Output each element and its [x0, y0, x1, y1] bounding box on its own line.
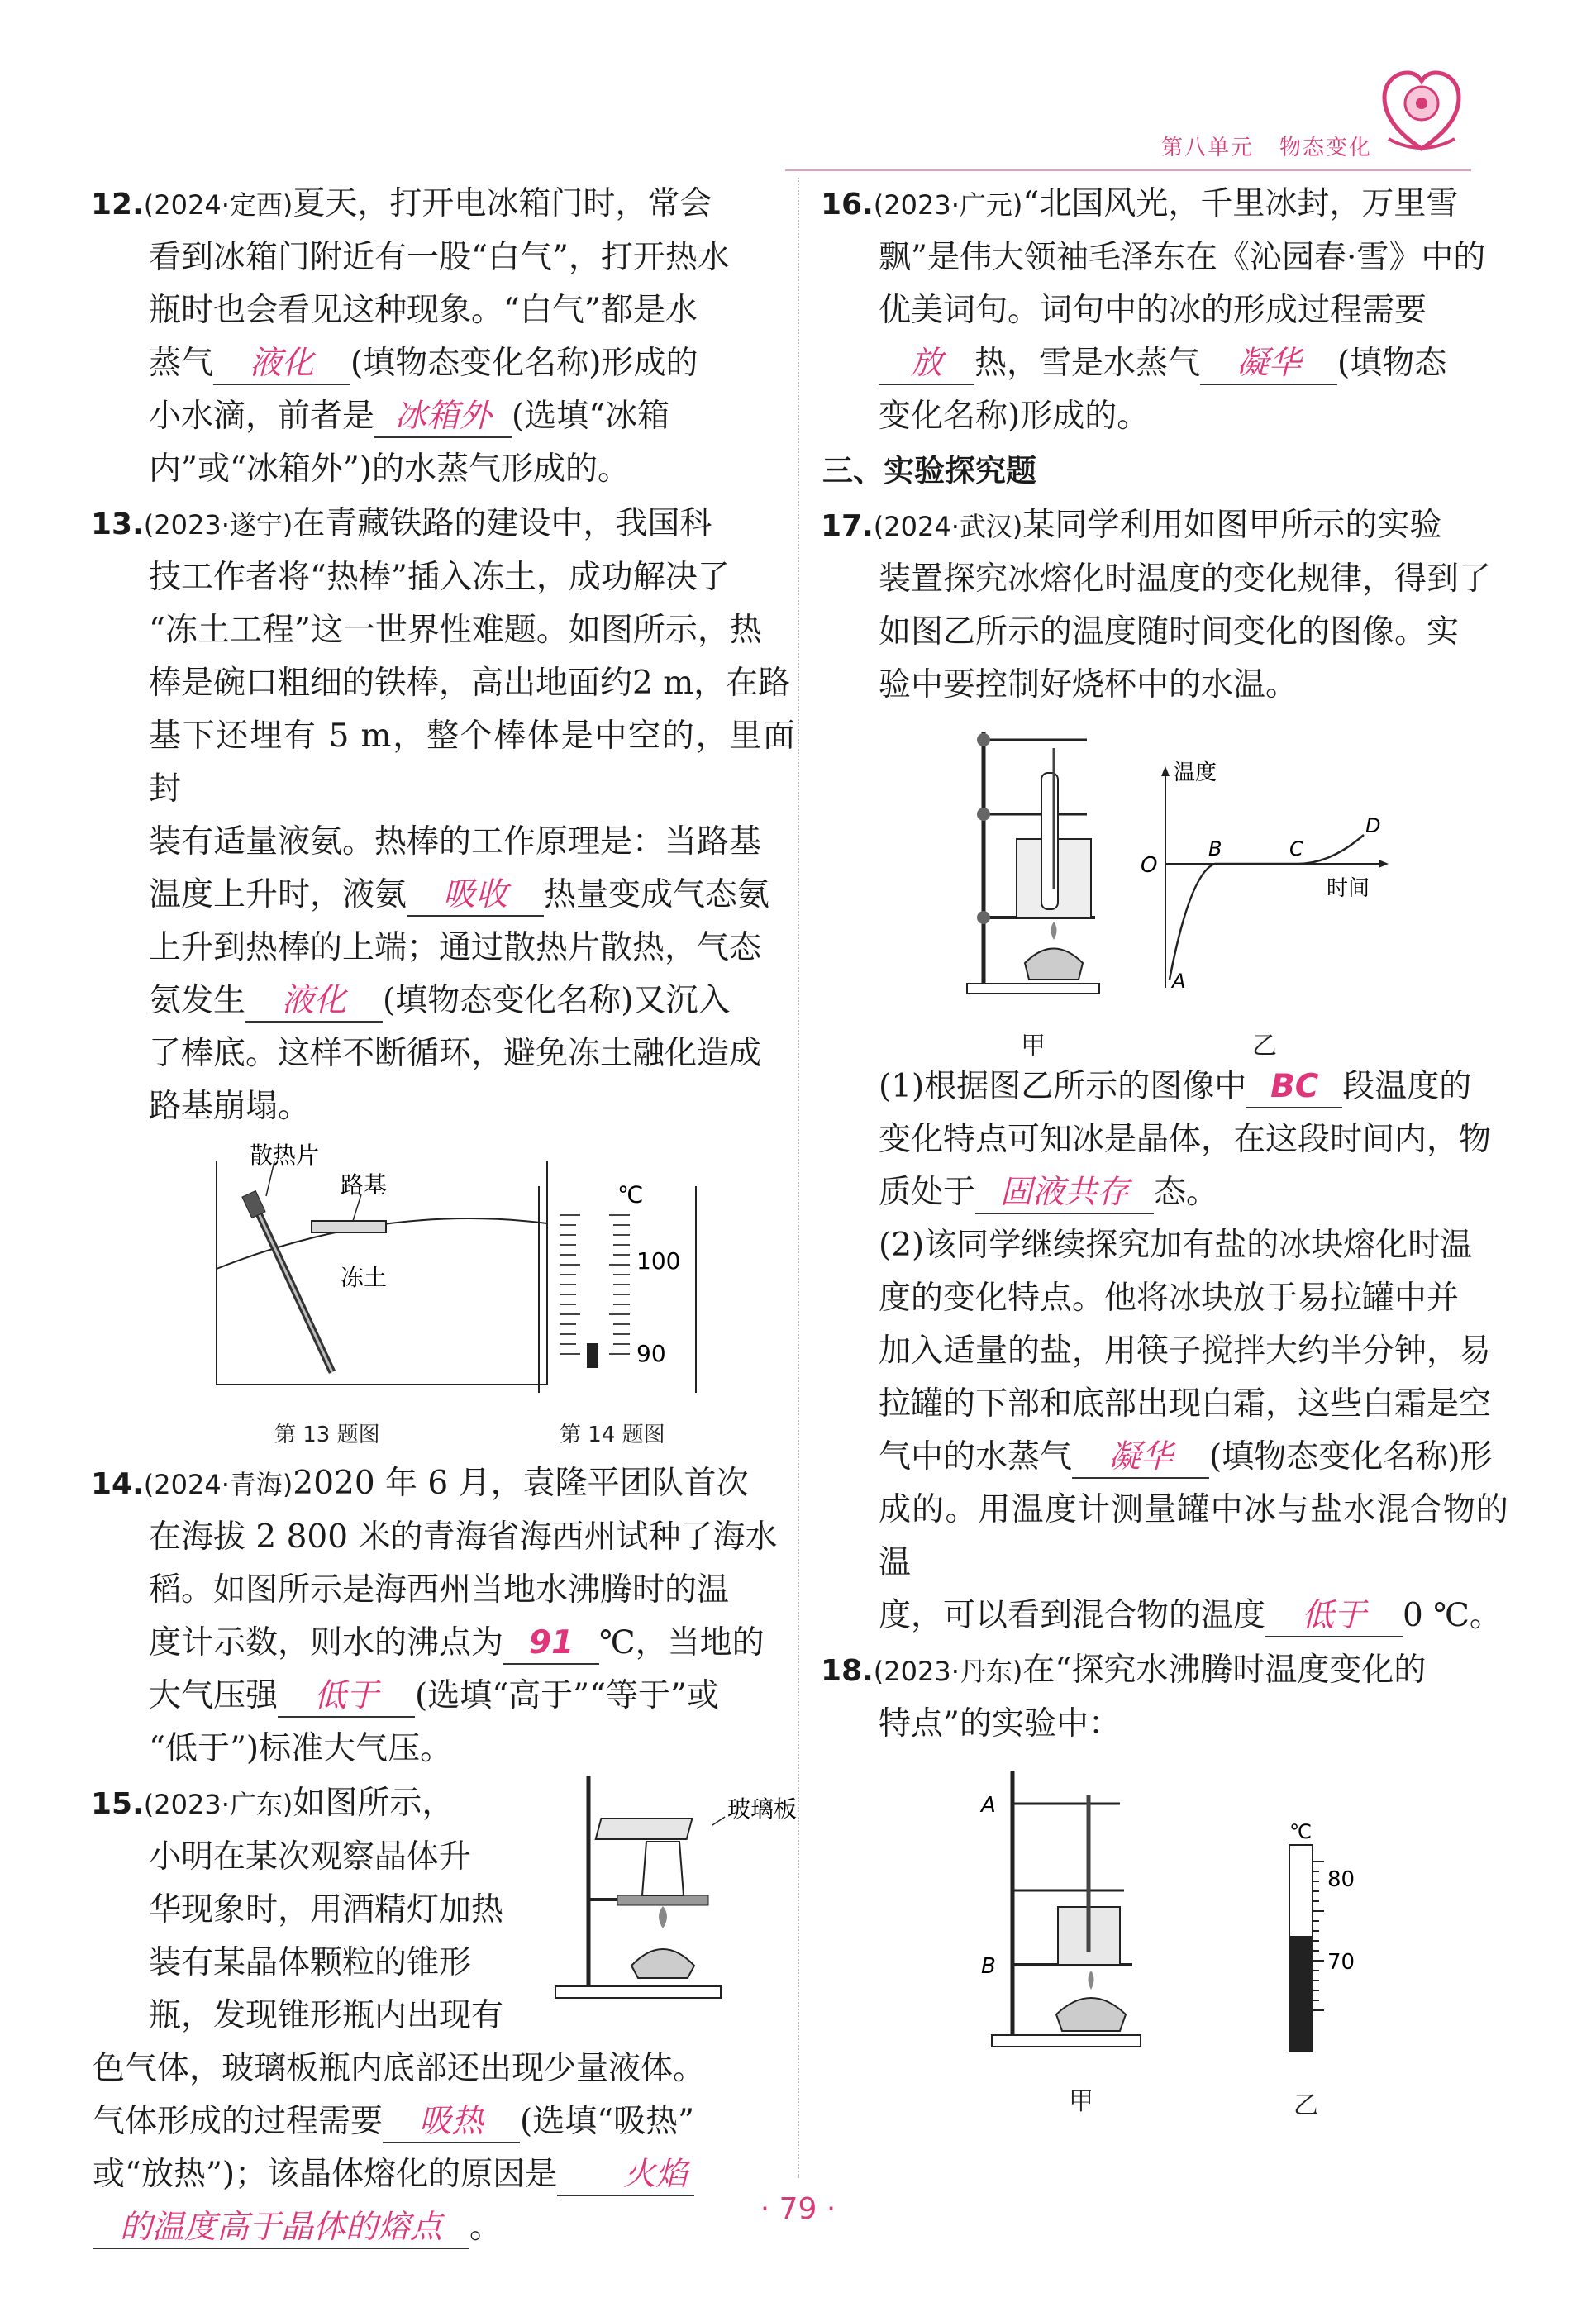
sublimation-apparatus-diagram — [539, 1767, 798, 2015]
text-line: 拉罐的下部和底部出现白霜，这些白霜是空 — [879, 1385, 1492, 1423]
thermo-unit: ℃ — [617, 1181, 644, 1208]
figure-13-caption: 第 13 题图 — [274, 1423, 380, 1447]
graph-y-label: 温度 — [1174, 760, 1217, 785]
header-rule — [785, 169, 1471, 171]
text-line: 2020 年 6 月，袁隆平团队首次 — [293, 1465, 749, 1502]
text-line: 稻。如图所示是海西州当地水沸腾时的温 — [149, 1571, 730, 1609]
text-line: 装有某晶体颗粒的锥形 — [149, 1944, 472, 1981]
text-line: 在青藏铁路的建设中，我国科 — [293, 505, 712, 542]
text-line: (填物态 — [1337, 345, 1447, 382]
answer-blank: 低于 — [1265, 1596, 1403, 1637]
column-divider — [798, 178, 799, 2178]
graph-x-label: 时间 — [1327, 876, 1370, 901]
text-line: 上升到热棒的上端；通过散热片散热，气态 — [149, 929, 762, 966]
text-line: 夏天，打开电冰箱门时，常会 — [293, 185, 712, 222]
text-line: 验中要控制好烧杯中的水温。 — [879, 666, 1298, 703]
thermo-18-tick-80: 80 — [1327, 1867, 1355, 1892]
answer-blank: 火焰 — [557, 2155, 694, 2196]
question-source: (2023·广元) — [873, 189, 1023, 221]
text-line: 在“探究水沸腾时温度变化的 — [1022, 1652, 1427, 1689]
apparatus-point-a: A — [981, 1793, 996, 1818]
question-number: 13. — [91, 508, 144, 541]
answer-blank: 液化 — [245, 981, 383, 1023]
text-line: 华现象时，用酒精灯加热 — [149, 1891, 504, 1928]
header-unit: 第八单元 — [1161, 136, 1255, 160]
text-line: 大气压强 — [149, 1677, 279, 1714]
text-line: 色气体，玻璃板瓶内底部还出现少量液体。 — [93, 2050, 706, 2087]
figure-14-caption: 第 14 题图 — [560, 1423, 665, 1447]
text-line: 度，可以看到混合物的温度 — [879, 1597, 1266, 1634]
thermo-tick-100: 100 — [636, 1247, 681, 1275]
question-source: (2024·定西) — [143, 189, 293, 221]
text-line: 优美词句。词句中的冰的形成过程需要 — [879, 292, 1427, 329]
thermo-tick-90: 90 — [636, 1340, 666, 1367]
header-unit-title — [1161, 131, 1372, 161]
figure-18 — [822, 1762, 1508, 2120]
text-line: 如图乙所示的温度随时间变化的图像。实 — [879, 613, 1460, 651]
text-line: 如图所示， — [293, 1785, 455, 1822]
label-road: 路基 — [341, 1171, 388, 1199]
text-line: 蒸气 — [149, 345, 214, 382]
text-line: 态。 — [1154, 1174, 1219, 1211]
text-line: 度计示数，则水的沸点为 — [149, 1624, 504, 1661]
thermo-18-unit: ℃ — [1289, 1820, 1312, 1843]
question-16 — [822, 178, 1508, 443]
question-12 — [93, 178, 795, 496]
text-line: (选填“高于”“等于”或 — [415, 1677, 719, 1714]
figures-13-14 — [93, 1142, 795, 1451]
text-line: 小水滴，前者是 — [149, 398, 375, 435]
answer-blank: 凝华 — [1200, 344, 1337, 385]
text-line: 了棒底。这样不断循环，避免冻土融化造成 — [149, 1035, 762, 1072]
answer-blank: 凝华 — [1072, 1437, 1209, 1479]
text-line: 段温度的 — [1342, 1068, 1472, 1105]
label-soil: 冻土 — [341, 1264, 388, 1291]
text-line: 装置探究冰熔化时温度的变化规律，得到了 — [879, 560, 1492, 598]
text-line: 某同学利用如图甲所示的实验 — [1022, 507, 1442, 544]
text-line: 在海拔 2 800 米的青海省海西州试种了海水 — [149, 1518, 778, 1556]
text-line: 或“放热”)；该晶体熔化的原因是 — [93, 2156, 558, 2193]
text-line: 小明在某次观察晶体升 — [149, 1838, 472, 1876]
header-topic: 物态变化 — [1279, 136, 1372, 160]
question-source: (2024·青海) — [143, 1469, 293, 1500]
question-17 — [822, 499, 1508, 1642]
thermometer-diagram — [531, 1181, 712, 1401]
page-header — [785, 66, 1471, 174]
answer-blank: 冰箱外 — [374, 397, 512, 438]
text-line: 0 ℃。 — [1403, 1597, 1502, 1634]
text-line: 棒是碗口粗细的铁棒，高出地面约2 m，在路 — [149, 665, 791, 702]
text-line: (选填“冰箱 — [512, 398, 670, 435]
question-18 — [821, 1644, 1508, 2120]
text-line: 质处于 — [879, 1174, 976, 1211]
answer-blank: 吸热 — [383, 2102, 520, 2143]
text-line: 看到冰箱门附近有一股“白气”，打开热水 — [149, 239, 730, 276]
figure-18-jia-label: 甲 — [1069, 2087, 1093, 2116]
answer-blank: BC — [1246, 1067, 1342, 1108]
graph-point-d: D — [1365, 814, 1381, 837]
question-number: 18. — [821, 1654, 874, 1688]
question-number: 16. — [821, 188, 874, 222]
question-number: 14. — [91, 1467, 144, 1501]
text-line: 瓶，发现锥形瓶内出现有 — [149, 1997, 504, 2034]
figure-yi-label: 乙 — [1252, 1032, 1277, 1061]
label-fin: 散热片 — [250, 1142, 320, 1169]
text-line: “北国风光，千里冰封，万里雪 — [1022, 185, 1459, 222]
temperature-time-graph — [1132, 756, 1405, 1004]
graph-point-c: C — [1289, 837, 1303, 860]
figure-jia-label: 甲 — [1021, 1032, 1046, 1061]
ice-melting-apparatus-diagram — [950, 723, 1132, 1021]
figure-18-yi-label: 乙 — [1293, 2091, 1318, 2120]
answer-blank: 低于 — [278, 1676, 415, 1718]
text-line: 装有适量液氨。热棒的工作原理是：当路基 — [149, 823, 762, 860]
text-line: 气中的水蒸气 — [879, 1438, 1073, 1475]
text-line: (选填“吸热” — [520, 2103, 695, 2140]
page-number: · 79 · — [760, 2192, 836, 2226]
text-line: 热量变成气态氨 — [544, 876, 770, 913]
text-line: 气体形成的过程需要 — [93, 2103, 384, 2140]
text-line: (填物态变化名称)形成的 — [350, 345, 698, 382]
text-line: 度的变化特点。他将冰块放于易拉罐中并 — [879, 1280, 1460, 1317]
text-line: (2)该同学继续探究加有盐的冰块熔化时温 — [879, 1227, 1473, 1264]
question-source: (2023·广东) — [143, 1789, 293, 1820]
text-line: 路基崩塌。 — [149, 1088, 311, 1125]
section-heading: 三、实验探究题 — [822, 453, 1036, 489]
text-line: 成的。用温度计测量罐中冰与盐水混合物的温 — [879, 1491, 1508, 1581]
text-line: ℃，当地的 — [599, 1624, 765, 1661]
graph-point-b: B — [1208, 837, 1222, 860]
answer-blank: 放 — [879, 344, 974, 385]
answer-blank: 液化 — [213, 344, 350, 385]
thermo-18-tick-70: 70 — [1327, 1950, 1355, 1975]
figure-17 — [822, 723, 1508, 1061]
text-line: 内”或“冰箱外”)的水蒸气形成的。 — [149, 450, 631, 488]
text-line: 温度上升时，液氨 — [149, 876, 407, 913]
brand-heart-logo-icon — [1380, 66, 1463, 157]
text-line: 加入适量的盐，用筷子搅拌大约半分钟，易 — [879, 1332, 1492, 1370]
text-line: 基下还埋有 5 m，整个棒体是中空的，里面封 — [149, 717, 795, 808]
text-line: 热，雪是水蒸气 — [974, 345, 1201, 382]
text-line: (填物态变化名称)又沉入 — [383, 982, 731, 1019]
text-line: 特点”的实验中： — [879, 1705, 1121, 1742]
text-line: 变化特点可知冰是晶体，在这段时间内，物 — [879, 1121, 1492, 1158]
boiling-apparatus-diagram — [979, 1762, 1194, 2076]
text-line: 技工作者将“热棒”插入冻土，成功解决了 — [149, 559, 730, 596]
label-glass-plate: 玻璃板 — [727, 1795, 798, 1823]
question-source: (2024·武汉) — [873, 511, 1023, 542]
answer-blank-continued: 的温度高于晶体的熔点 — [93, 2208, 469, 2249]
question-number: 17. — [821, 509, 874, 543]
text-line: “冻土工程”这一世界性难题。如图所示，热 — [149, 612, 762, 649]
question-source: (2023·遂宁) — [143, 509, 293, 541]
graph-point-a: A — [1172, 970, 1186, 993]
answer-blank: 固液共存 — [975, 1173, 1154, 1214]
text-line: (填物态变化名称)形 — [1209, 1438, 1493, 1475]
answer-blank: 吸收 — [407, 875, 544, 917]
question-source: (2023·丹东) — [873, 1656, 1023, 1687]
text-line: 。 — [469, 2209, 503, 2246]
text-line: 变化名称)形成的。 — [879, 398, 1150, 435]
text-line: (1)根据图乙所示的图像中 — [879, 1068, 1247, 1105]
apparatus-point-b: B — [981, 1954, 996, 1979]
text-line: 瓶时也会看见这种现象。“白气”都是水 — [149, 292, 698, 329]
thermometer-18-diagram — [1273, 1820, 1389, 2068]
text-line: 飘”是伟大领袖毛泽东在《沁园春·雪》中的 — [879, 239, 1486, 276]
question-number: 12. — [91, 188, 144, 222]
answer-blank: 91 — [503, 1623, 599, 1665]
graph-origin: O — [1141, 853, 1158, 878]
question-14 — [93, 1457, 795, 1776]
text-line: “低于”)标准大气压。 — [149, 1730, 453, 1767]
text-line: 氨发生 — [149, 982, 246, 1019]
right-column — [821, 178, 1508, 2120]
question-number: 15. — [91, 1787, 144, 1821]
question-13 — [93, 498, 795, 1133]
